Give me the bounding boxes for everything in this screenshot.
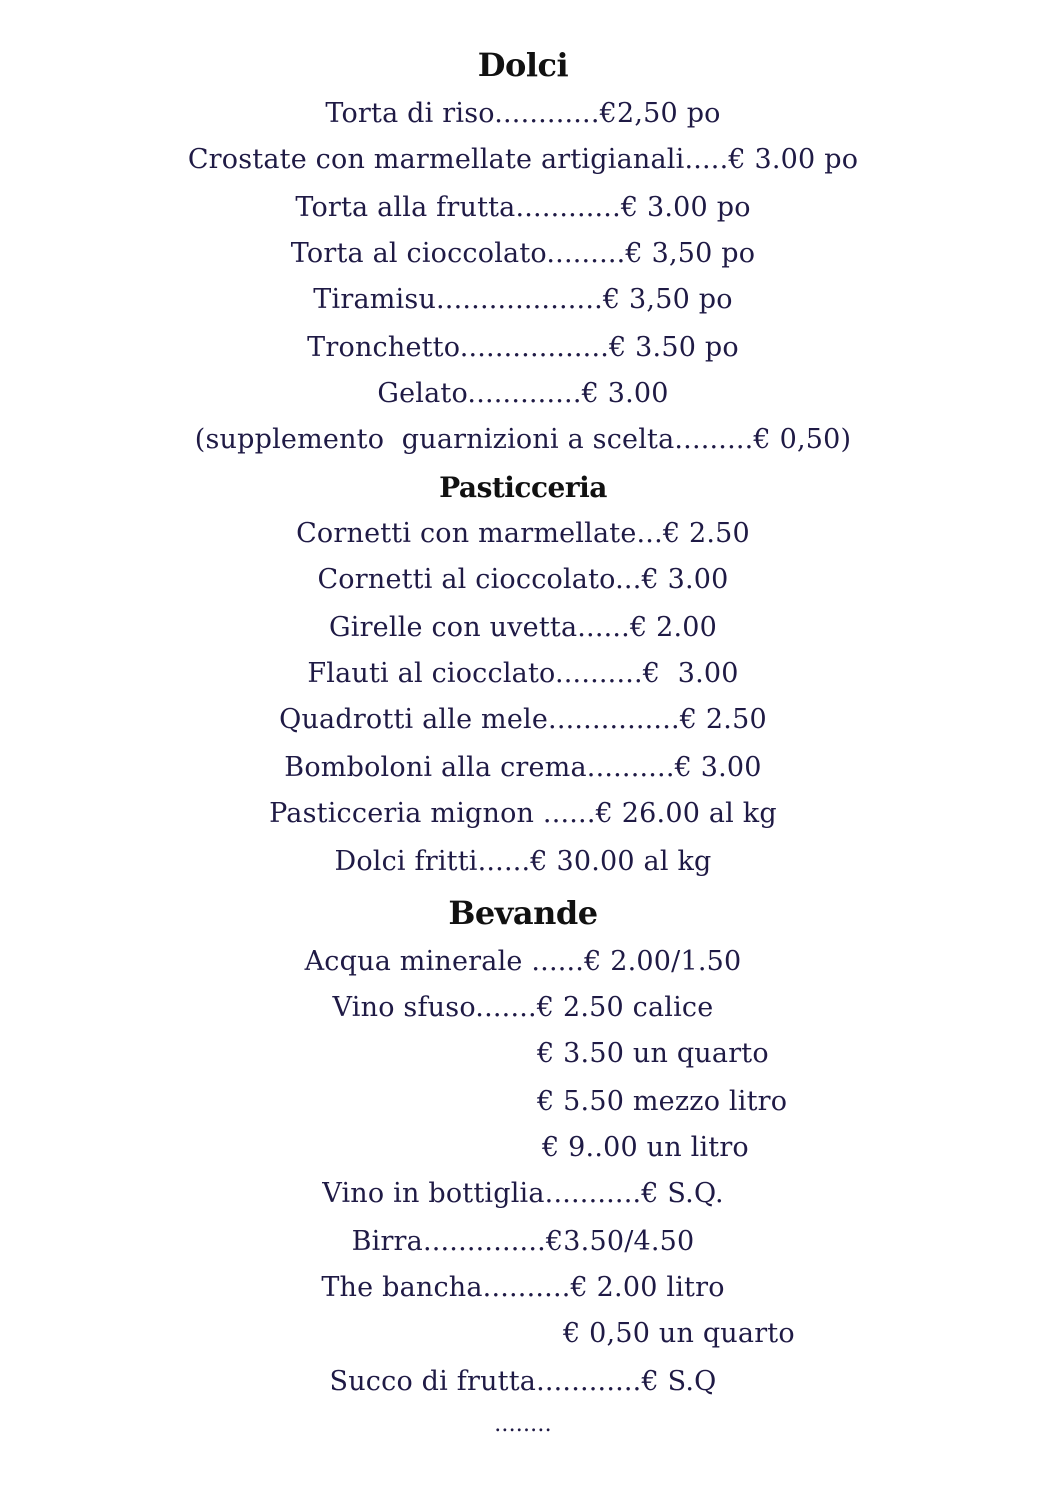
menu-item: The bancha..........€ 2.00 litro xyxy=(321,1272,725,1303)
menu-item: Tronchetto.................€ 3.50 po xyxy=(307,332,739,363)
menu-item: Bomboloni alla crema..........€ 3.00 xyxy=(284,752,762,783)
menu-item-price-option: € 3.50 un quarto xyxy=(537,1038,769,1069)
section-title-pasticceria: Pasticceria xyxy=(439,471,607,504)
menu-item: Cornetti al cioccolato...€ 3.00 xyxy=(317,564,729,595)
menu-item: Gelato.............€ 3.00 xyxy=(377,378,669,409)
menu-item: Dolci fritti......€ 30.00 al kg xyxy=(334,846,712,877)
section-title-dolci: Dolci xyxy=(477,46,569,84)
menu-item: Torta alla frutta............€ 3.00 po xyxy=(295,192,751,223)
menu-item: Torta al cioccolato.........€ 3,50 po xyxy=(290,238,756,269)
menu-item: Flauti al ciocclato..........€ 3.00 xyxy=(307,658,739,689)
menu-item: Vino sfuso.......€ 2.50 calice xyxy=(332,992,714,1023)
menu-item: Quadrotti alle mele...............€ 2.50 xyxy=(279,704,767,735)
menu-item: Tiramisu...................€ 3,50 po xyxy=(313,284,733,315)
menu-note: (supplemento guarnizioni a scelta.........€ 0,50) xyxy=(194,424,852,455)
menu-item-price-option: € 5.50 mezzo litro xyxy=(537,1086,788,1117)
menu-item-price-option: € 9..00 un litro xyxy=(542,1132,749,1163)
menu-item-price-option: € 0,50 un quarto xyxy=(563,1318,795,1349)
menu-item: Succo di frutta............€ S.Q xyxy=(329,1366,717,1397)
section-title-bevande: Bevande xyxy=(448,894,598,932)
menu-item: Pasticceria mignon ......€ 26.00 al kg xyxy=(269,798,777,829)
menu-item: Torta di riso............€2,50 po xyxy=(325,98,721,129)
menu-item: Cornetti con marmellate...€ 2.50 xyxy=(296,518,750,549)
menu-item: Crostate con marmellate artigianali.....€ 3.00 po xyxy=(187,144,859,175)
menu-item: Vino in bottiglia...........€ S.Q. xyxy=(322,1178,724,1209)
menu-item: Acqua minerale ......€ 2.00/1.50 xyxy=(304,946,742,977)
menu-item: Girelle con uvetta......€ 2.00 xyxy=(328,612,718,643)
menu-item: Birra..............€3.50/4.50 xyxy=(351,1226,695,1257)
ellipsis-ending: ........ xyxy=(494,1412,552,1437)
